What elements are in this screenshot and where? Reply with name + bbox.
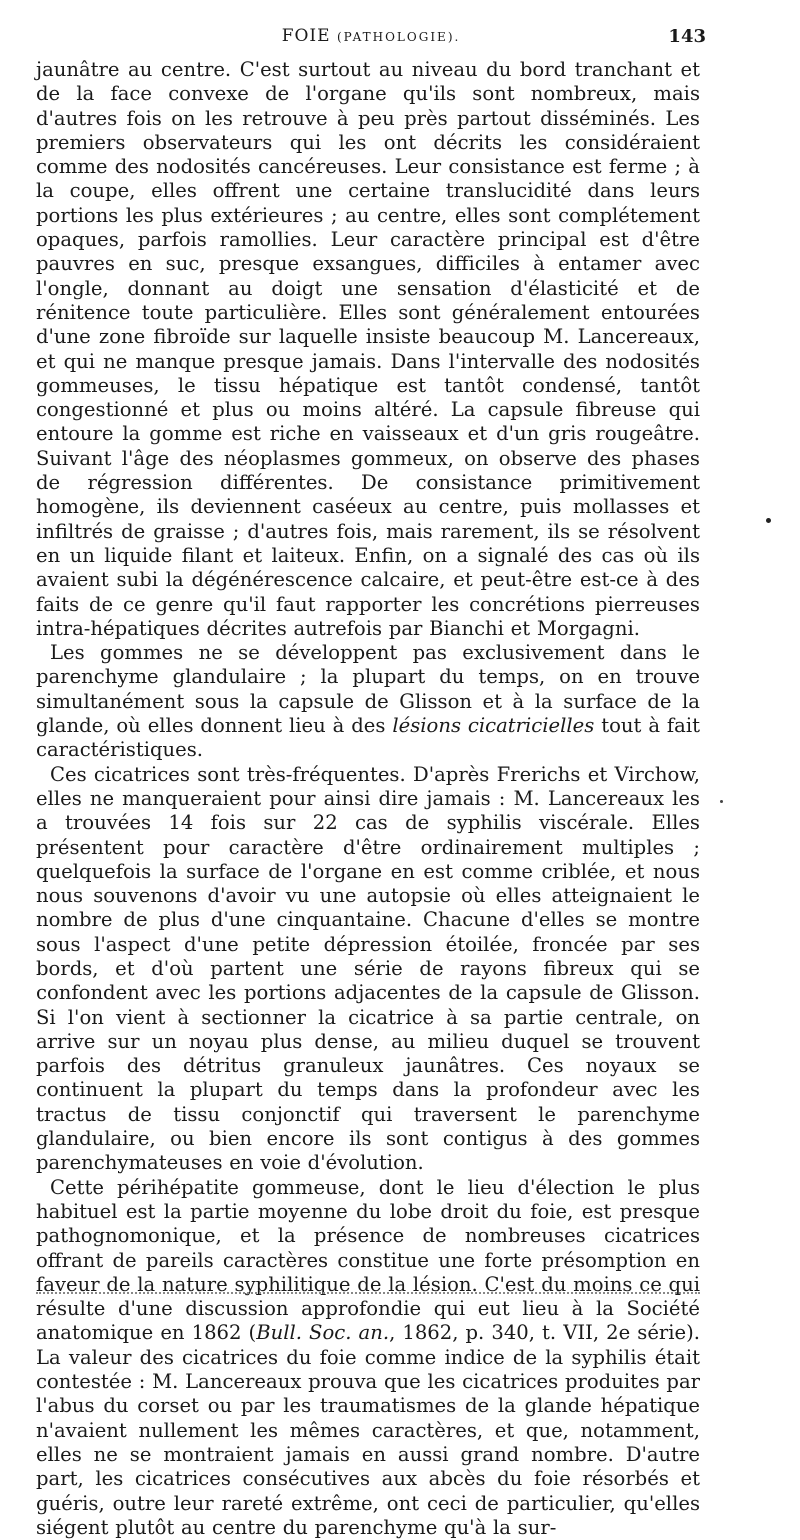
- italic-text: lésions cicatricielles: [392, 714, 595, 738]
- header-title: FOIE: [281, 26, 331, 46]
- margin-mark-small: [720, 800, 723, 803]
- paragraph: [36, 763, 700, 1176]
- italic-text: Bull. Soc. an.: [256, 1321, 390, 1345]
- text-run: jaunâtre au centre. C'est surtout au niveau du bord tranchant et de la face convexe de l'organe qu'ils sont nombreux, mais d'autres fois on les retrouve à peu près partout disséminés. Les premiers observateurs qui les ont décrits les considéraient comme des nodosités cancéreuses. Leur consistance est ferme ; à la coupe, elles offrent une certaine translucidité dans leurs portions les plus extérieures ; au centre, elles sont complétement opaques, parfois ramollies. Leur caractère principal est d'être pauvres en suc, presque exsangues, difficiles à entamer avec l'ongle, donnant au doigt une sensation d'élasticité et de rénitence toute particulière. Elles sont généralement entourées d'une zone fibroïde sur laquelle insiste beaucoup M. Lancereaux, et qui ne manque presque jamais. Dans l'intervalle des nodosités gommeuses, le tissu hépatique est tantôt condensé, tantôt congestionné et plus ou moins altéré. La capsule fibreuse qui entoure la gomme est riche en vaisseaux et d'un gris rougeâtre. Suivant l'âge des néoplasmes gommeux, on observe des phases de régression différentes. De consistance primitivement homogène, ils deviennent caséeux au centre, puis mollasses et infiltrés de graisse ; d'autres fois, mais rarement, ils se résolvent en un liquide filant et laiteux. Enfin, on a signalé des cas où ils avaient subi la dégénérescence calcaire, et peut-être est-ce à des faits de ce genre qu'il faut rapporter les concrétions pierreuses intra-hépatiques décrites autrefois par Bianchi et Morgagni.: [36, 58, 700, 640]
- paragraph: [36, 58, 700, 641]
- page-number: 143: [668, 26, 706, 47]
- margin-mark: [766, 518, 771, 523]
- text-run: Ces cicatrices sont très-fréquentes. D'après Frerichs et Virchow, elles ne manqueraient pour ainsi dire jamais : M. Lancereaux les a trouvées 14 fois sur 22 cas de syphilis viscérale. Elles présentent pour caractère d'être ordinairement multiples ; quelquefois la surface de l'organe en est comme criblée, et nous nous souvenons d'avoir vu une autopsie où elles atteignaient le nombre de plus d'une cinquantaine. Chacune d'elles se montre sous l'aspect d'une petite dépression étoilée, froncée par ses bords, et d'où partent une série de rayons fibreux qui se confondent avec les portions adjacentes de la capsule de Glisson. Si l'on vient à sectionner la cicatrice à sa partie centrale, on arrive sur un noyau plus dense, au milieu duquel se trouvent parfois des détritus granuleux jaunâtres. Ces noyaux se continuent la plupart du temps dans la profondeur avec les tractus de tissu conjonctif qui traversent le parenchyme glandulaire, ou bien encore ils sont contigus à des gommes parenchymateuses en voie d'évolution.: [36, 762, 700, 1175]
- running-title: [36, 26, 706, 46]
- body-text: [36, 58, 700, 1540]
- paragraph: [36, 1176, 700, 1540]
- text-run: Les gommes ne se développent pas exclusivement dans le parenchyme glandulaire ; la plupart du temps, on en trouve simultanément sous la capsule de Glisson et à la surface de la glande, où elles donnent lieu à des: [36, 641, 700, 738]
- running-header: [36, 26, 706, 50]
- text-run: , 1862, p. 340, t. VII, 2e série). La valeur des cicatrices du foie comme indice de la syphilis était contestée : M. Lancereaux prouva que les cicatrices produites par l'abus du corset ou par les traumatismes de la glande hépatique n'avaient nullement les mêmes caractères, et que, notamment, elles ne se montraient jamais en aussi grand nombre. D'autre part, les cicatrices consécutives aux abcès du foie résorbés et guéris, outre leur rareté extrême, ont ceci de particulier, qu'elles siégent plutôt au centre du parenchyme qu'à la sur-: [36, 1321, 701, 1539]
- text-run: tout à fait caractéristiques.: [36, 714, 700, 762]
- text-run: Cette périhépatite gommeuse, dont le lieu d'élection le plus habituel est la partie moyenne du lobe droit du foie, est presque pathognomonique, et la présence de nombreuses cicatrices offrant de pareils caractères constitue une forte présomption en faveur de la nature syphilitique de la lésion. C'est du moins ce qui résulte d'une discussion approfondie qui eut lieu à la Société anatomique en 1862 (: [36, 1175, 700, 1345]
- paragraph: [36, 641, 700, 762]
- footer-dotted-rule: [36, 1292, 700, 1294]
- header-subtitle: (PATHOLOGIE).: [336, 30, 461, 44]
